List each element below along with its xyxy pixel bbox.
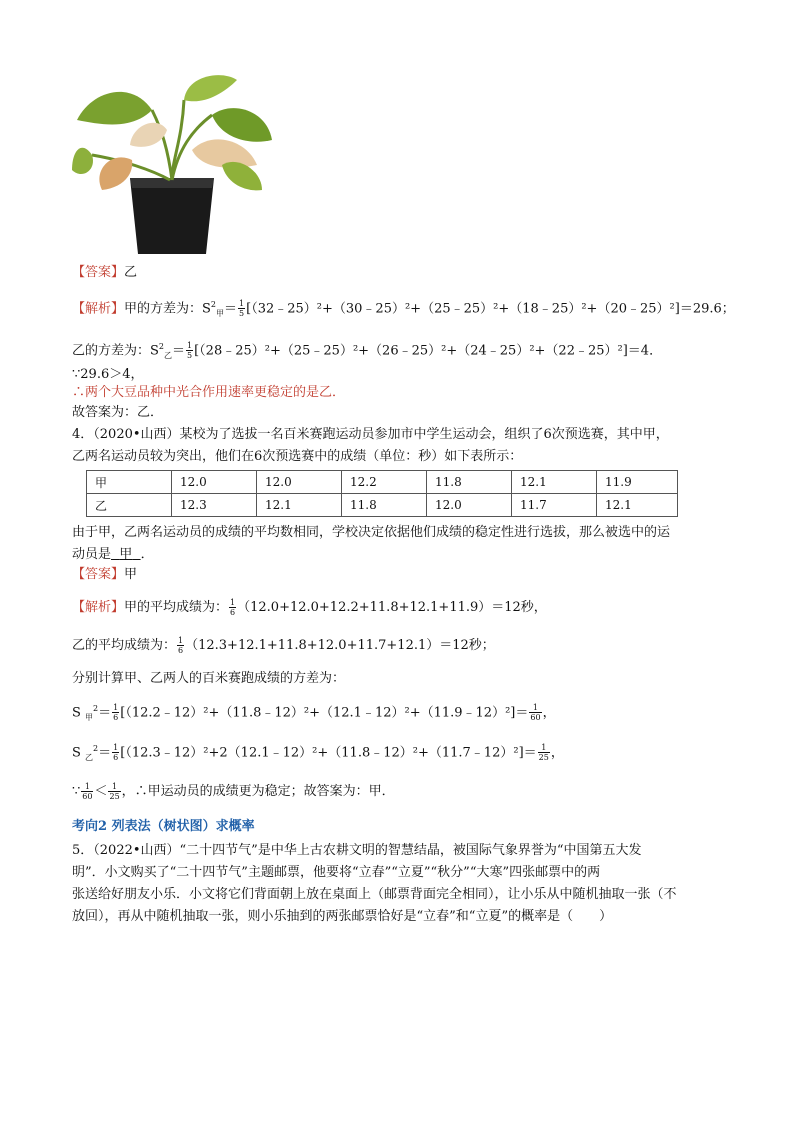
analysis-tag: 【解析】 [72,301,125,317]
q5-line-1: 5．（2022•山西）“二十四节气”是中华上古农耕文明的智慧结晶，被国际气象界誉为“中国第五大发 [72,843,642,858]
s-jia-line: S $_甲^2$＝ $\frac{1}{6}$ [（12.2﹣12）²+（11.8﹣12）²+（12.1﹣12）²+（11.9﹣12）²]＝ $\frac{1}{60}$ ， [72,703,556,723]
s-yi-line: S $_乙^2$＝ $\frac{1}{6}$ [（12.3﹣12）²+2（12.1﹣12）²+（11.8﹣12）²+（11.7﹣12）²]＝ $\frac{1}{25}$ ， [72,743,564,763]
q4-line-4-text: 动员是 [72,547,112,562]
fraction-one-sixth-4: $\frac{1}{6}$ [113,743,119,763]
answer-value: 甲 [124,567,138,582]
table-cell: 12.3 [172,494,257,517]
table-cell: 12.0 [257,471,342,494]
conclusion-line [72,782,395,801]
fraction-one-sixth-2: $\frac{1}{6}$ [178,636,184,655]
final-answer-1: 故答案为：乙． [72,405,164,420]
q4-line-2: 乙两名运动员较为突出，他们在6次预选赛中的成绩（单位：秒）如下表所示： [72,449,523,464]
s-jia-sub: 甲 [85,712,94,722]
table-row [87,471,678,494]
table-cell: 12.1 [257,494,342,517]
conclusion-because: ∵ [72,784,81,799]
s-yi-sub: 乙 [85,752,94,762]
fraction-one-sixth: $\frac{1}{6}$ [230,598,236,617]
q4-line-1: 4．（2020•山西）某校为了选拔一名百米赛跑运动员参加市中学生运动会，组织了6次预选赛，其中甲， [72,427,669,442]
jia-variance-expr: [（32﹣25）²+（30﹣25）²+（25﹣25）²+（18﹣25）²+（20﹣25）²]＝29.6； [246,301,735,317]
avg-yi-prefix: 乙的平均成绩为： [72,638,177,653]
s-yi-expr: [（12.3﹣12）²+2（12.1﹣12）²+（11.8﹣12）²+（11.7﹣12）²]＝ [120,745,537,761]
q5-line-3: 张送给好朋友小乐．小文将它们背面朝上放在桌面上（邮票背面完全相同），让小乐从中随机抽取一张（不 [72,887,677,902]
yi-variance-prefix: 乙的方差为：S [72,343,159,359]
avg-jia-expr: （12.0+12.0+12.2+11.8+12.1+11.9）＝12秒， [237,600,547,615]
q4-line-4-end: ． [140,547,154,562]
answer-1 [72,264,137,282]
fraction-one-twentyfifth: $\frac{1}{25}$ [538,743,549,763]
table-cell: 12.0 [172,471,257,494]
s-jia-expr: [（12.2﹣12）²+（11.8﹣12）²+（12.1﹣12）²+（11.9﹣12）²]＝ [120,705,529,721]
q5-line-2: 明”．小文购买了“二十四节气”主题邮票，他要将“立春”“立夏”“秋分”“大寒”四张邮票中的两 [72,865,601,880]
q4-line-4 [72,546,154,564]
avg-jia-prefix: 甲的平均成绩为： [124,600,229,615]
q5-line-4: 放回），再从中随机抽取一张，则小乐抽到的两张邮票恰好是“立春”和“立夏”的概率是（ ） [72,909,613,924]
less-than-sign: ＜ [94,784,108,799]
fraction-1-25: $\frac{1}{25}$ [109,782,120,801]
answer-value: 乙 [124,265,138,280]
answer-2 [72,566,137,584]
avg-jia-line [72,598,547,617]
plant-illustration [72,70,272,254]
section-title: 考向2 列表法（树状图）求概率 [72,819,255,834]
yi-sub: 乙 [164,350,172,360]
answer-tag: 【答案】 [72,265,125,280]
avg-yi-line [72,636,495,655]
table-cell: 12.1 [597,494,678,517]
table-cell: 11.7 [512,494,597,517]
table-cell: 12.0 [427,494,512,517]
scores-table-wrap [86,470,678,517]
yi-variance-expr: [（28﹣25）²+（25﹣25）²+（26﹣25）²+（24﹣25）²+（22﹣25）²]＝4． [194,343,663,359]
fraction-one-fifth-2: $\frac{1}{5}$ [187,341,193,361]
fraction-one-sixtieth: $\frac{1}{60}$ [530,703,541,723]
table-cell: 12.1 [512,471,597,494]
table-cell: 11.9 [597,471,678,494]
calc-line: 分别计算甲、乙两人的百米赛跑成绩的方差为： [72,671,346,686]
therefore-line: ∴两个大豆品种中光合作用速率更稳定的是乙． [72,385,346,400]
fraction-one-fifth: $\frac{1}{5}$ [239,299,245,319]
q4-line-3: 由于甲，乙两名运动员的成绩的平均数相同，学校决定依据他们成绩的稳定性进行选拔，那么被选中的运 [72,525,671,540]
table-row [87,494,678,517]
fraction-one-sixth-3: $\frac{1}{6}$ [113,703,119,723]
fraction-1-60: $\frac{1}{60}$ [82,782,93,801]
q4-blank-answer: 甲 [119,547,133,562]
s-yi-prefix: S [72,745,81,761]
table-cell: 乙 [87,494,172,517]
conclusion-text: ，∴甲运动员的成绩更为稳定；故答案为：甲． [121,784,395,799]
jia-variance-prefix: 甲的方差为：S [124,301,211,317]
analysis-1-jia: 【解析】甲的方差为：$S^2_甲=$ $\frac{1}{5}$ [（32﹣25）²+（30﹣25）²+（25﹣25）²+（18﹣25）²+（20﹣25）²]＝29.6； [72,299,735,319]
jia-sub: 甲 [216,308,225,318]
table-cell: 11.8 [427,471,512,494]
avg-yi-expr: （12.3+12.1+11.8+12.0+11.7+12.1）＝12秒； [185,638,495,653]
table-cell: 12.2 [342,471,427,494]
scores-table [86,470,678,517]
answer-tag: 【答案】 [72,567,125,582]
table-cell: 11.8 [342,494,427,517]
analysis-1-yi: 乙的方差为：$S^2_乙=$ $\frac{1}{5}$ [（28﹣25）²+（25﹣25）²+（26﹣25）²+（24﹣25）²+（22﹣25）²]＝4． [72,341,663,361]
s-jia-prefix: S [72,705,81,721]
analysis-tag: 【解析】 [72,600,125,615]
plant-image [72,70,272,258]
table-cell: 甲 [87,471,172,494]
because-line: ∵29.6＞4， [72,367,144,382]
